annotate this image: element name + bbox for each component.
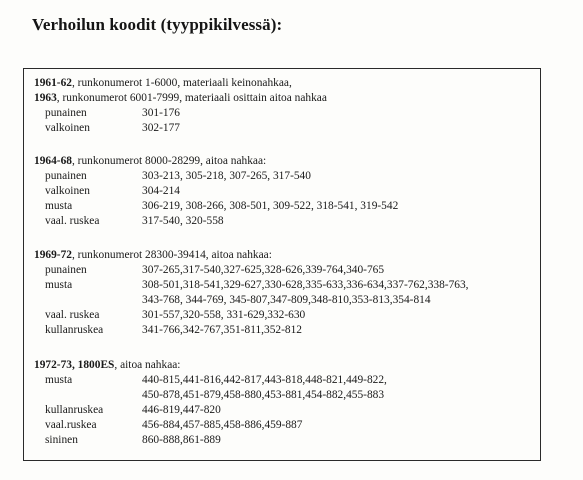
code-list <box>142 106 180 121</box>
code-list <box>142 121 180 136</box>
code-list <box>142 169 311 184</box>
color-row <box>34 106 327 121</box>
code-line: 446-819,447-820 <box>142 404 221 416</box>
code-list <box>142 214 224 229</box>
color-name: musta <box>45 279 73 291</box>
color-row <box>34 169 311 184</box>
section-description: , runkonumerot 6001-7999, materiaali osittain aitoa nahkaa <box>56 92 327 104</box>
color-row <box>34 214 266 229</box>
color-name: vaal. ruskea <box>45 215 100 227</box>
year-range: 1963 <box>34 92 57 104</box>
code-list <box>142 184 180 199</box>
color-name: vaal.ruskea <box>45 419 97 431</box>
section-description: , runkonumerot 1-6000, materiaali keinonahkaa, <box>71 77 292 89</box>
color-name: vaal. ruskea <box>45 309 100 321</box>
code-list <box>142 373 387 403</box>
code-line: 341-766,342-767,351-811,352-812 <box>142 324 302 336</box>
code-line: 456-884,457-885,458-886,459-887 <box>142 419 303 431</box>
color-row <box>34 199 399 214</box>
color-row <box>34 433 221 448</box>
color-row <box>34 418 303 433</box>
section-1961-63 <box>34 76 327 136</box>
color-row <box>34 263 385 278</box>
section-description: , runkonumerot 28300-39414, aitoa nahkaa: <box>71 249 272 261</box>
code-list <box>142 433 221 448</box>
color-name: punainen <box>45 107 87 119</box>
color-name: punainen <box>45 264 87 276</box>
code-line: 304-214 <box>142 185 180 197</box>
year-range: 1964-68 <box>34 155 72 167</box>
code-line: 440-815,441-816,442-817,443-818,448-821,449-822, <box>142 374 387 386</box>
year-range: 1961-62 <box>34 77 72 89</box>
color-name: musta <box>45 200 73 212</box>
code-line: 450-878,451-879,458-880,453-881,454-882,455-883 <box>142 389 385 401</box>
color-name: valkoinen <box>45 122 90 134</box>
section-1972-73 <box>34 358 387 448</box>
code-list <box>142 323 302 338</box>
color-row <box>34 323 302 338</box>
code-line: 301-557,320-558, 331-629,332-630 <box>142 309 306 321</box>
code-list <box>142 278 469 308</box>
color-name: punainen <box>45 170 87 182</box>
color-row <box>34 308 306 323</box>
section-header <box>34 358 180 373</box>
code-line: 860-888,861-889 <box>142 434 221 446</box>
section-header <box>34 91 327 106</box>
page-title: Verhoilun koodit (tyyppikilvessä): <box>32 15 283 34</box>
code-line: 302-177 <box>142 122 180 134</box>
color-name: kullanruskea <box>45 404 104 416</box>
code-line: 317-540, 320-558 <box>142 215 224 227</box>
code-list <box>142 308 305 323</box>
section-1964-68 <box>34 154 399 229</box>
code-line: 343-768, 344-769, 345-807,347-809,348-810,353-813,354-814 <box>142 294 431 306</box>
section-1969-72 <box>34 248 469 338</box>
year-range: 1972-73, 1800ES <box>34 359 115 371</box>
section-header <box>34 154 266 169</box>
color-row <box>34 403 221 418</box>
color-name: kullanruskea <box>45 324 104 336</box>
upholstery-code-table <box>23 68 541 461</box>
color-name: valkoinen <box>45 185 90 197</box>
code-list <box>142 403 221 418</box>
code-line: 306-219, 308-266, 308-501, 309-522, 318-541, 319-542 <box>142 200 399 212</box>
section-description: , runkonumerot 8000-28299, aitoa nahkaa: <box>71 155 267 167</box>
color-row <box>34 184 266 199</box>
color-row <box>34 278 469 308</box>
code-line: 303-213, 305-218, 307-265, 317-540 <box>142 170 311 182</box>
color-name: musta <box>45 374 73 386</box>
section-header <box>34 76 327 91</box>
color-name: sininen <box>45 434 78 446</box>
code-list <box>142 199 398 214</box>
year-range: 1969-72 <box>34 249 72 261</box>
code-line: 308-501,318-541,329-627,330-628,335-633,336-634,337-762,338-763, <box>142 279 469 291</box>
color-row <box>34 373 387 403</box>
section-header <box>34 248 272 263</box>
section-description: , aitoa nahkaa: <box>114 359 181 371</box>
code-list <box>142 263 384 278</box>
color-row <box>34 121 327 136</box>
code-line: 307-265,317-540,327-625,328-626,339-764,340-765 <box>142 264 385 276</box>
code-list <box>142 418 302 433</box>
code-line: 301-176 <box>142 107 180 119</box>
